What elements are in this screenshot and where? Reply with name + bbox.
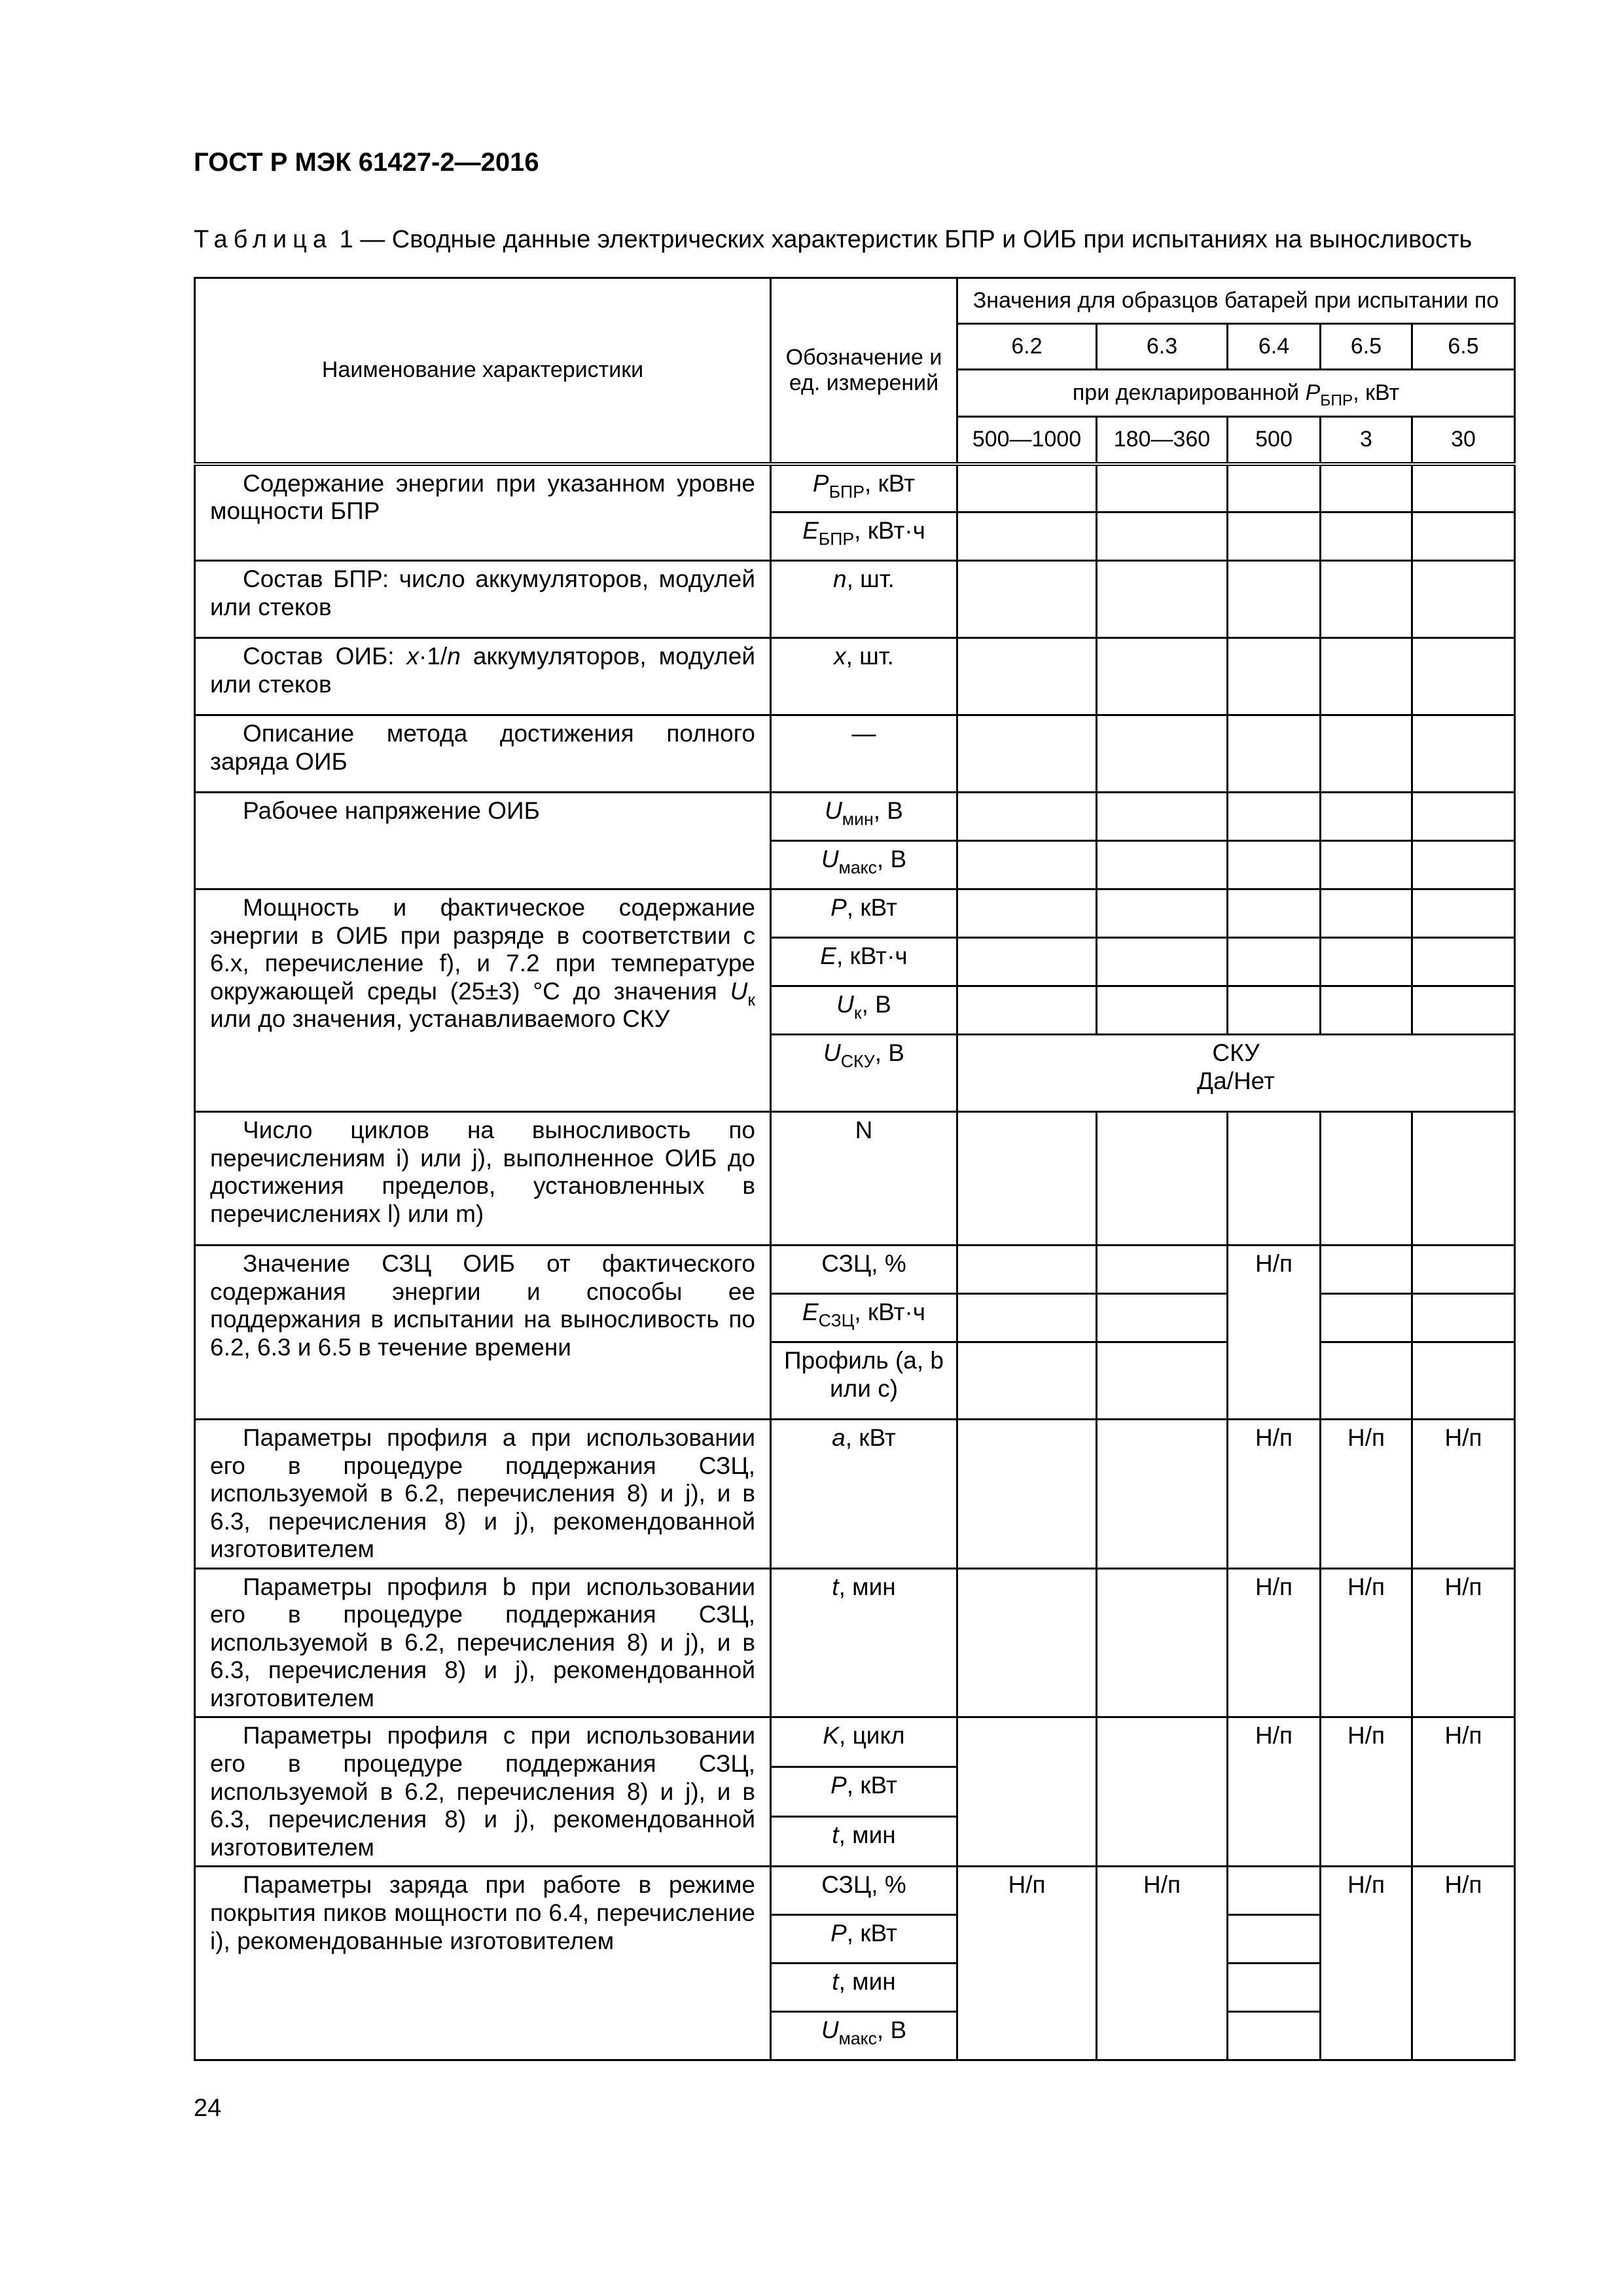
table-row <box>195 561 1515 638</box>
table-row <box>195 1420 1515 1569</box>
na-cell: Н/п <box>1321 1420 1412 1569</box>
row-name: Параметры заряда при работе в режиме покрытия пиков мощности по 6.4, перечисление i), рекомендованные изготовителем <box>195 1867 771 2060</box>
header-clause: 6.5 <box>1321 324 1412 370</box>
na-cell: Н/п <box>1412 1568 1515 1717</box>
row-name: Рабочее напряжение ОИБ <box>195 793 771 889</box>
header-power: 500—1000 <box>957 417 1097 464</box>
header-clause: 6.2 <box>957 324 1097 370</box>
na-cell: Н/п <box>1228 1717 1321 1867</box>
na-cell: Н/п <box>1228 1568 1321 1717</box>
page-number: 24 <box>194 2094 222 2122</box>
row-unit: a, кВт <box>771 1420 957 1569</box>
row-name: Мощность и фактическое содержание энергии в ОИБ при разряде в соответствии с 6.x, перечисление f), и 7.2 при температуре окружающей среды (25±3) °С до значения $U_к$ или до значения, устанавливаемого СКУ <box>195 889 771 1112</box>
header-power: 500 <box>1228 417 1321 464</box>
table-row <box>195 464 1515 512</box>
table-row <box>195 1246 1515 1294</box>
header-clause: 6.5 <box>1412 324 1515 370</box>
row-unit: n, шт. <box>771 561 957 638</box>
table-row <box>195 793 1515 841</box>
na-cell: Н/п <box>1228 1420 1321 1569</box>
row-unit: $E_{БПР}$, кВт·ч <box>771 512 957 561</box>
row-unit: — <box>771 715 957 793</box>
na-cell: Н/п <box>1412 1420 1515 1569</box>
characteristics-table <box>194 277 1516 2061</box>
row-unit: K, цикл <box>771 1717 957 1767</box>
table-row <box>195 715 1515 793</box>
header-declared-power: при декларированной $P_{БПР}$, кВт <box>957 370 1515 417</box>
na-cell: Н/п <box>1412 1717 1515 1867</box>
na-cell: Н/п <box>957 1867 1097 2060</box>
na-cell: Н/п <box>1228 1246 1321 1420</box>
row-name: Состав ОИБ: x·1/n аккумуляторов, модулей или стеков <box>195 638 771 715</box>
row-unit: P, кВт <box>771 1767 957 1817</box>
row-name: Значение СЗЦ ОИБ от фактического содержания энергии и способы ее поддержания в испытании на выносливость по 6.2, 6.3 и 6.5 в течение времени <box>195 1246 771 1420</box>
caption-word: Таблица <box>194 226 332 253</box>
row-unit: P, кВт <box>771 1915 957 1964</box>
header-power: 30 <box>1412 417 1515 464</box>
header-values-title: Значения для образцов батарей при испытании по <box>957 278 1515 324</box>
na-cell: Н/п <box>1412 1867 1515 2060</box>
header-name: Наименование характеристики <box>195 278 771 464</box>
na-cell: Н/п <box>1097 1867 1228 2060</box>
row-unit: t, мин <box>771 1568 957 1717</box>
na-cell: Н/п <box>1321 1717 1412 1867</box>
table-row <box>195 638 1515 715</box>
row-name: Состав БПР: число аккумуляторов, модулей или стеков <box>195 561 771 638</box>
row-unit: $U_{СКУ}$, В <box>771 1035 957 1112</box>
caption-text: 1 — Сводные данные электрических характеристик БПР и ОИБ при испытаниях на выносливость <box>339 226 1472 253</box>
header-clause: 6.4 <box>1228 324 1321 370</box>
row-unit: $U_к$, В <box>771 986 957 1035</box>
row-unit: $U_{макс}$, В <box>771 2012 957 2060</box>
table-row <box>195 1717 1515 1767</box>
header-unit: Обозначение и ед. измерений <box>771 278 957 464</box>
header-power: 3 <box>1321 417 1412 464</box>
na-cell: Н/п <box>1321 1867 1412 2060</box>
row-name: Параметры профиля с при использовании его в процедуре поддержания СЗЦ, используемой в 6.2, перечисления 8) и j), и в 6.3, перечисления 8) и j), рекомендованной изготовителем <box>195 1717 771 1867</box>
document-header: ГОСТ Р МЭК 61427-2—2016 <box>194 148 539 177</box>
row-unit: N <box>771 1112 957 1246</box>
row-unit: x, шт. <box>771 638 957 715</box>
row-unit: СЗЦ, % <box>771 1246 957 1294</box>
row-unit: СЗЦ, % <box>771 1867 957 1915</box>
sku-cell: СКУ Да/Нет <box>957 1035 1515 1112</box>
header-power: 180—360 <box>1097 417 1228 464</box>
row-unit: P, кВт <box>771 889 957 938</box>
table-row <box>195 1112 1515 1246</box>
row-name: Параметры профиля b при использовании его в процедуре поддержания СЗЦ, используемой в 6.2, перечисления 8) и j), и в 6.3, перечисления 8) и j), рекомендованной изготовителем <box>195 1568 771 1717</box>
row-unit: E, кВт·ч <box>771 938 957 986</box>
table-row <box>195 1568 1515 1717</box>
header-clause: 6.3 <box>1097 324 1228 370</box>
row-unit: $P_{БПР}$, кВт <box>771 464 957 512</box>
row-name: Описание метода достижения полного заряда ОИБ <box>195 715 771 793</box>
row-unit: $U_{макс}$, В <box>771 841 957 889</box>
na-cell: Н/п <box>1321 1568 1412 1717</box>
row-name: Содержание энергии при указанном уровне мощности БПР <box>195 464 771 561</box>
table-caption <box>194 226 1472 254</box>
row-unit: Профиль (a, b или c) <box>771 1342 957 1420</box>
row-unit: t, мин <box>771 1964 957 2012</box>
table-row <box>195 889 1515 938</box>
row-unit: t, мин <box>771 1817 957 1867</box>
row-unit: $E_{СЗЦ}$, кВт·ч <box>771 1294 957 1342</box>
row-name: Число циклов на выносливость по перечислениям i) или j), выполненное ОИБ до достижения пределов, установленных в перечислениях l) или m) <box>195 1112 771 1246</box>
table-row <box>195 1867 1515 1915</box>
row-unit: $U_{мин}$, В <box>771 793 957 841</box>
row-name: Параметры профиля a при использовании его в процедуре поддержания СЗЦ, используемой в 6.2, перечисления 8) и j), и в 6.3, перечисления 8) и j), рекомендованной изготовителем <box>195 1420 771 1569</box>
